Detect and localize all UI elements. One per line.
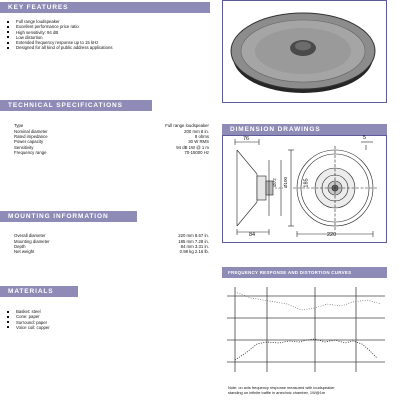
spec-label: Nominal diameter xyxy=(14,128,48,134)
list-item: High sensitivity: 94 dB xyxy=(6,30,113,35)
spec-value: 200 mm 8 in. xyxy=(184,128,209,134)
frequency-response-note xyxy=(228,385,335,395)
spec-value: Full range loudspeaker xyxy=(165,123,209,129)
spec-label: Frequency range xyxy=(14,150,47,156)
spec-value: 8 ohms xyxy=(194,133,209,139)
dimension-label: Ø72 xyxy=(271,178,277,187)
note-line: Note: on axis frequency response measured with loudspeaker xyxy=(228,385,335,390)
spec-label: Power capacity xyxy=(14,139,44,145)
table-row xyxy=(14,150,209,155)
list-item: Cone: paper xyxy=(6,314,50,319)
frequency-response-header: FREQUENCY RESPONSE AND DISTORTION CURVES xyxy=(222,267,387,278)
spec-label: Mounting diameter xyxy=(14,238,50,244)
key-features-header: KEY FEATURES xyxy=(0,2,210,13)
dimension-label: 5 xyxy=(363,135,367,141)
list-item: Basket: steel xyxy=(6,309,50,314)
technical-specifications-table xyxy=(14,123,209,155)
mounting-information-header: MOUNTING INFORMATION xyxy=(0,211,137,222)
list-item: Surround: paper xyxy=(6,320,50,325)
note-line: standing on infinite baffle in anechoic chamber, 1W@1m xyxy=(228,390,326,395)
frequency-response-chart xyxy=(227,280,387,380)
dimension-drawings-frame xyxy=(222,135,387,243)
speaker-photo-frame xyxy=(222,0,387,103)
list-item: Voice coil: copper xyxy=(6,325,50,330)
spec-value: 94 dB 1W @ 1 m xyxy=(176,144,209,150)
list-item: Low distortion xyxy=(6,35,113,40)
distortion-curve xyxy=(235,292,381,310)
chart-grid xyxy=(227,287,385,372)
spec-value: 0.98 kg 2.16 lb. xyxy=(179,249,209,255)
dimension-label: 220 xyxy=(327,232,337,238)
key-features-list xyxy=(6,19,113,51)
dimension-drawing xyxy=(223,136,385,241)
speaker-photo xyxy=(223,1,385,101)
mounting-information-table xyxy=(14,233,209,255)
materials-header: MATERIALS xyxy=(0,286,78,297)
spec-label: Rated impedance xyxy=(14,133,48,139)
technical-specifications-header: TECHNICAL SPECIFICATIONS xyxy=(0,100,152,111)
spec-value: 84 mm 3.31 in. xyxy=(180,243,209,249)
dimension-drawings-header: DIMENSION DRAWINGS xyxy=(222,124,387,135)
spec-value: 185 mm 7.28 in. xyxy=(178,238,209,244)
spec-label: Depth xyxy=(14,243,26,249)
dimension-label: 84 xyxy=(249,232,256,238)
list-item: Designed for all kind of public address applications xyxy=(6,45,113,50)
spec-label: Overall diameter xyxy=(14,233,46,239)
spec-value: 220 mm 8.67 in. xyxy=(178,233,209,239)
spec-label: Net weight xyxy=(14,249,35,255)
spec-label: Type xyxy=(14,123,24,129)
dimension-label: Ø100 xyxy=(283,176,289,189)
dimension-label: 76 xyxy=(243,136,250,142)
spec-value: 70-15000 Hz xyxy=(184,150,209,156)
materials-list xyxy=(6,309,50,330)
list-item: Excellent performance price ratio xyxy=(6,24,113,29)
dimension-label: 185 xyxy=(303,178,310,188)
list-item: Extended frequency response up to 15 kHz xyxy=(6,40,113,45)
spec-value: 30 W RMS xyxy=(188,139,209,145)
list-item: Full range loudspeaker xyxy=(6,19,113,24)
table-row xyxy=(14,249,209,254)
spec-label: Sensitivity xyxy=(14,144,34,150)
